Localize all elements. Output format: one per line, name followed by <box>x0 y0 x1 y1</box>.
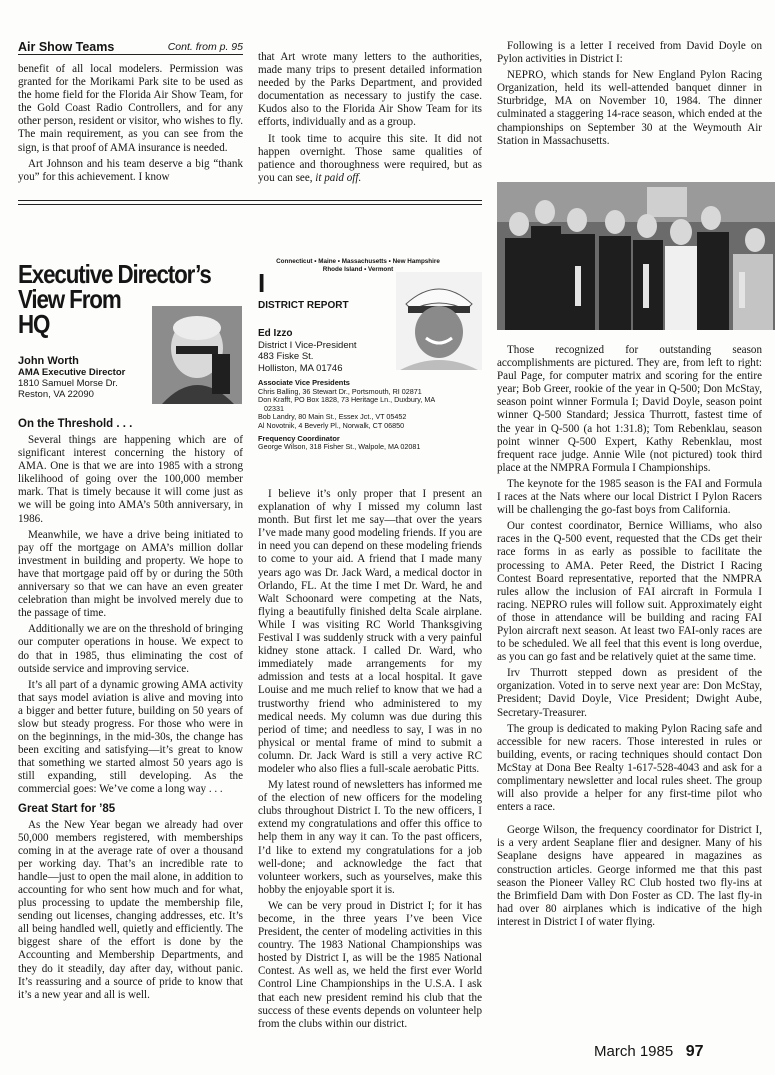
assoc-line: Chris Balling, 36 Stewart Dr., Portsmouth, RI 02871 <box>258 386 422 396</box>
paragraph: My latest round of newsletters has informed me of the election of new officers for the modeling clubs throughout District I. To the new officers, I extend my congratulations and offer this office to help them in any way it can. To the past officers, I’d like to extend my congratulations for a job well-done; and acknowledge the fact that volunteer workers, such as yourselves, make this hobby the enjoyable sport it is. <box>258 779 482 896</box>
states-line: Rhode Island • Vermont <box>322 266 394 273</box>
paragraph: We can be very proud in District I; for it has become, in the three years I’ve been Vice President, the center of modeling activities in this country. The 1983 National Championships was hosted by District I, as will be the 1985 National Contest. As well as, we held the first ever World Control Line Championships in the U.S.A. I ask that each new president remind his club that the success of these events depends on volunteer help from the clubs within our district. <box>258 899 482 1030</box>
paragraph-text: It took time to acquire this site. It did not happen overnight. Those same qualities of patience and thoroughness were required, but as you can see, <box>258 132 482 184</box>
paragraph: George Wilson, the frequency coordinator for District I, is a very ardent Seaplane flier and designer. Many of his Seaplane designs have appeared in magazines as construction articles. George informed me that this past season the Pioneer Valley RC Club hosted two fly-ins at the Brimfield Dam with Don Foster as CD. The last fly-in had over 80 airplanes which is indicative of the high interest in District I of water flying. <box>497 824 762 928</box>
freq-line: George Wilson, 318 Fisher St., Walpole, MA 02081 <box>258 442 421 452</box>
section-divider <box>18 204 482 205</box>
author-address: 1810 Samuel Morse Dr. <box>18 378 118 389</box>
district-report-text <box>258 488 482 1034</box>
assoc-heading: Associate Vice Presidents <box>258 378 350 387</box>
author-name: John Worth <box>18 355 79 367</box>
vp-title: District I Vice-President <box>258 339 357 351</box>
author-address: Reston, VA 22090 <box>18 389 94 400</box>
paragraph: Additionally we are on the threshold of bringing our computer operations in house. We expect to do that in 1985, thus eliminating the cost of outside service and improving service. <box>18 623 243 675</box>
vp-city: Holliston, MA 01746 <box>258 362 343 374</box>
author-info <box>18 355 158 400</box>
vp-name: Ed Izzo <box>258 328 293 339</box>
paragraph: Art Johnson and his team deserve a big “thank you” for this achievement. I know <box>18 157 243 183</box>
paragraph: As the New Year began we already had over 50,000 members registered, with memberships coming in at the average rate of over a thousand per working day. That’s an incredible rate to handle—just to open the mail alone, in addition to accounting for who sent how much and for what, plus processing to update the membership file, sending out licenses, changing addresses, etc. It’s all being handled well, quietly and efficiently. The biggest share of the effort is done by the Accounting and Membership Departments, and they do it steadily, day after day, without panic. It’s reassuring and a source of pride to know that it’s a new year and all is well. <box>18 818 243 1001</box>
district-number: I <box>258 268 266 298</box>
title-line: HQ <box>18 309 50 339</box>
page-number: 97 <box>685 1043 704 1060</box>
paragraph: The group is dedicated to making Pylon Racing safe and accessible for new racers. Those interested in rules or building, events, or racing techniques should contact Don McStay at Dona Bee Realty 1-617-528-4043 and ask for a complimentary newsletter and local rules sheet. The group will also provide a helper for any first-time pilot who enters a race. <box>497 722 762 814</box>
section-divider <box>18 200 482 201</box>
john-worth-portrait-photo <box>152 306 242 404</box>
section-title: Air Show Teams <box>18 40 115 54</box>
italic-ending: it paid off. <box>315 171 362 184</box>
paragraph: It’s all part of a dynamic growing AMA activity that says model aviation is alive and moving into a bigger and better future, building on 50 years of slow but steady progress. For those who were in on the beginnings, in the mid-30s, the change has been exciting and satisfying—it’s great to know that something we started almost 50 years ago is still expanding, still developing. As the commercial goes: We’ve come a long way . . . <box>18 678 243 796</box>
section-header <box>18 40 243 55</box>
issue-date: March 1985 <box>594 1043 674 1060</box>
paragraph: The keynote for the 1985 season is the FAI and Formula I races at the Nats where our local District I Pylon Racers will be challenging the go-fast boys from California. <box>497 477 762 517</box>
author-role: AMA Executive Director <box>18 367 126 378</box>
subheading: Great Start for ’85 <box>18 802 116 815</box>
states-line: Connecticut • Maine • Massachusetts • New Hampshire <box>276 258 440 265</box>
title-line: Executive Director’s <box>18 259 211 289</box>
vp-street: 483 Fiske St. <box>258 351 314 362</box>
vice-president-contact <box>258 328 488 374</box>
paragraph: Following is a letter I received from David Doyle on Pylon activities in District I: <box>497 40 762 66</box>
paragraph: benefit of all local modelers. Permission was granted for the Morikami Park site to be used as the home field for the Florida Air Show Team, for the Gold Coast Radio Controllers, and for any other person, resident or visitor, who wishes to fly. The main requirement, as you can see from the sign, is that proof of AMA insurance is needed. <box>18 63 243 154</box>
nepro-group-photo <box>497 182 775 330</box>
subheading: On the Threshold . . . <box>18 418 133 430</box>
assoc-line: Bob Landry, 80 Main St., Essex Jct., VT 05452 <box>258 412 407 422</box>
title-line: View From <box>18 284 121 314</box>
page-footer <box>594 1043 704 1061</box>
paragraph: Those recognized for outstanding season accomplishments are pictured. They are, from left to right: Paul Page, for computer matrix and scoring for the entire year; Bob Greer, rookie of the year in Q-500; Don McStay, season point winner Formula I; David Doyle, season point winner Q-500 Standard; Jessica Thurrott, fastest time of the year in Q-500 (a hot 1:31.8); Tom Rebenklau, season point winner Q-500 Expert, Kathy Rebenklau, most frequent race judge. Annie Wile (not pictured) took third place at the NMPRA Formula I Championships. <box>497 344 762 474</box>
assoc-line: 02331 <box>264 403 284 413</box>
district-report-title: DISTRICT REPORT <box>258 300 349 311</box>
executive-column-text <box>18 418 243 1005</box>
mid-top-column <box>258 51 482 188</box>
paragraph <box>258 133 482 185</box>
paragraph: Meanwhile, we have a drive being initiated to pay off the mortgage on AMA’s million dollar investment in building and property. We hope to have that mortgage paid off by or during the 50th anniversary so that we can have an even greater celebration than might be involved merely due to the passage of time. <box>18 528 243 620</box>
paragraph: Irv Thurrott stepped down as president of the organization. Voted in to serve next year are: Don McStay, President; David Doyle, Vice President; Dwight Aube, Secretary-Treasurer. <box>497 667 762 719</box>
paragraph: Several things are happening which are of significant interest concerning the history of AMA. One is that we are into 1985 with a strong likelihood of going over the 100,000 member mark. That is timely because it will come just as we will be going into AMA’s 50th anniversary, in 1986. <box>18 434 243 525</box>
associate-vice-presidents <box>258 379 488 452</box>
freq-heading: Frequency Coordinator <box>258 433 340 443</box>
paragraph: I believe it’s only proper that I present an explanation of why I missed my column last month. But first let me say—that over the years I’ve made many good modeling friends. If you are in need you can depend on these modeling friends to come to your aid. A friend that I made many years ago was Dr. Jack Ward, a medical doctor in Orlando, FL. At the time I met Dr. Ward, he and Walt Schoonard were competing at the Nats, flying a beautifully finished delta Scale airplane. While I was visiting RC World Thanksgiving Festival I was suddenly struck with a very painful kidney stone attack. I called Dr. Ward, who immediately made arrangements for my admission and tests at a local hospital. It gave Louise and me much relief to know that we had a trustworthy friend who administered to my medical needs. My column was due during this period of time; and needless to say, I was in no physical or mental frame of mind to submit a column. Dr. Jack Ward is still a very active RC modeler who also flies a full-scale aerobatic Pitts. <box>258 488 482 775</box>
paragraph: Our contest coordinator, Bernice Williams, who also races in the Q-500 event, requested that the CDs get their race forms in as early as possible to facilitate the processing to AMA. Peter Reed, the District I Racing Contest Board representative, reported that the NMPRA rules allow the inclusion of FAI aircraft in Formula I racing. NEPRO rules will follow suit. Approximately eight of those in attendance will be building and racing FAI Pylon aircraft next season. At least two FAI-only races are to be scheduled. We all feel that this event is long overdue, as you can go fast and be relatively quiet at the same time. <box>497 520 762 664</box>
paragraph: NEPRO, which stands for New England Pylon Racing Organization, held its well-attended banquet dinner in Sturbridge, MA on November 10, 1984. The dinner culminated a staggering 14-race season, which ended at the championships on September 30 at the Weymouth Air Station in Massachusetts. <box>497 69 762 147</box>
continued-note: Cont. from p. 95 <box>167 41 243 53</box>
assoc-line: Al Novotnik, 4 Beverly Pl., Norwalk, CT 06850 <box>258 420 405 430</box>
paragraph: that Art wrote many letters to the authorities, made many trips to present detailed information needed by the Parks Department, and provided documentation as necessary to justify the case. Kudos also to the Florida Air Show Team for its efforts, individually and as a group. <box>258 51 482 129</box>
right-bottom-column <box>497 344 762 932</box>
left-top-column <box>18 63 243 187</box>
assoc-line: Don Krafft, PO Box 1828, 73 Heritage Ln., Duxbury, MA <box>258 395 436 405</box>
right-top-column <box>497 40 762 151</box>
